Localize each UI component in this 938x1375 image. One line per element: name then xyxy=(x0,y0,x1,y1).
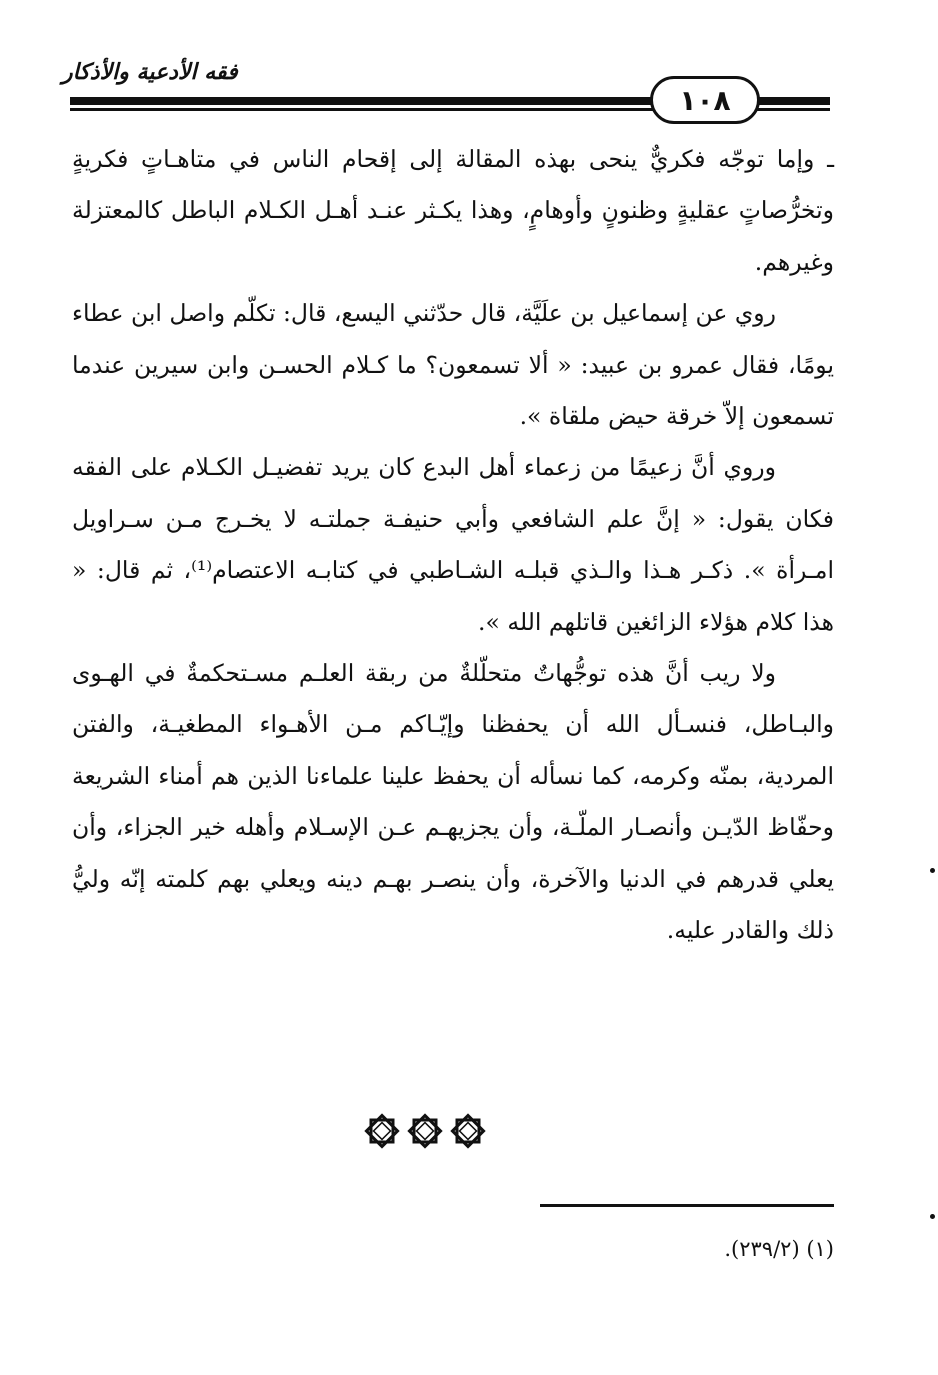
page-number: ١٠٨ xyxy=(650,76,760,124)
footnote-1: (١) (٢٣٩/٢). xyxy=(724,1237,834,1261)
footnote-separator xyxy=(540,1204,834,1207)
paragraph-2: روي عن إسماعيل بن علَيَّة، قال حدّثني اليسع، قال: تكلّم واصل ابن عطاء يومًا، فقال عمرو بن عبيد: « ألا تسمعون؟ ما كـلام الحسـن وابن سيرين عندما تسمعون إلاّ خرقة حيض ملقاة ». xyxy=(72,299,834,431)
scan-speck xyxy=(930,868,935,873)
paragraph-1: ـ وإما توجّه فكريٌّ ينحى بهذه المقالة إلى إقحام الناس في متاهـاتٍ فكريةٍ وتخرُّصاتٍ عقليةٍ وظنونٍ وأوهامٍ، وهذا يكـثر عنـد أهـل الكـلام الباطل كالمعتزلة وغيرهم. xyxy=(72,145,834,276)
paragraph-3: وروي أنَّ زعيمًا من زعماء أهل البدع كان يريد تفضيـل الكـلام على الفقه فكان يقول: « إنَّ علم الشافعي وأبي حنيفـة جملتـه لا يخـرج مـن سـراويل امـرأة ». ذكـر هـذا والـذي قبلـه الشـاطبي في كتابـه الاعتصام⁽¹⁾، ثم قال: « هذا كلام هؤلاء الزائغين قاتلهم الله ». xyxy=(72,453,834,636)
scan-speck xyxy=(930,1214,935,1219)
main-text xyxy=(72,134,834,957)
running-title: فقه الأدعية والأذكار xyxy=(62,60,238,85)
section-ornament xyxy=(363,1110,487,1152)
star-ornament-icon xyxy=(406,1112,444,1150)
star-ornament-icon xyxy=(363,1112,401,1150)
paragraph-4: ولا ريب أنَّ هذه توجُّهاتٌ متحلّلةٌ من ربقة العلـم مسـتحكمةٌ في الهـوى والبـاطل، فنسـأل الله أن يحفظنا وإيّـاكم مـن الأهـواء المطغيـة، والفتن المردية، بمنّه وكرمه، كما نسأله أن يحفظ علينا علماءنا الذين هم أمناء الشريعة وحفّاظ الدّيـن وأنصـار الملّـة، وأن يجزيهـم عـن الإسـلام وأهله خير الجزاء، وأن يعلي قدرهم في الدنيا والآخرة، وأن ينصـر بهـم دينه ويعلي بهم كلمته إنّه وليُّ ذلك والقادر عليه. xyxy=(72,659,834,945)
star-ornament-icon xyxy=(449,1112,487,1150)
